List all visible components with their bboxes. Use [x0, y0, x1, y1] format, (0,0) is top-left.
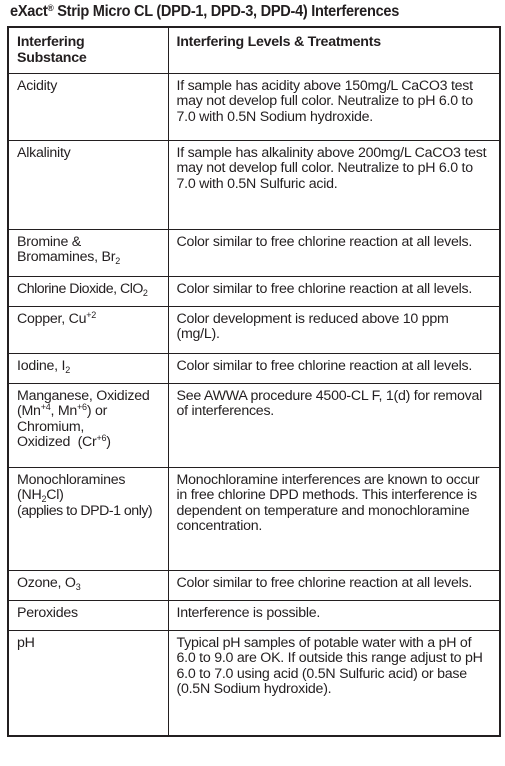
substance-cell	[8, 467, 168, 570]
table-row	[8, 600, 500, 630]
treatment-cell: Color similar to free chlorine reaction at all levels.	[168, 276, 500, 306]
treatment-cell: If sample has acidity above 150mg/L CaCO3 test may not develop full color. Neutralize to pH 6.0 to 7.0 with 0.5N Sodium hydroxide.	[168, 73, 500, 140]
table-row	[8, 353, 500, 383]
subscript: 2	[142, 287, 148, 298]
substance-cell	[8, 353, 168, 383]
subscript: 2	[115, 256, 120, 266]
table-header-row	[8, 27, 500, 73]
header-interfering-substance	[8, 27, 168, 73]
substance-line: Chromium,	[17, 418, 85, 435]
subscript: 3	[75, 581, 81, 592]
treatment-cell: Color similar to free chlorine reaction at all levels.	[168, 353, 500, 383]
page-title-rest: Strip Micro CL (DPD-1, DPD-3, DPD-4) Interferences	[53, 3, 400, 20]
table-row	[8, 73, 500, 140]
substance-text: Oxidized (Cr	[17, 434, 97, 450]
superscript: +4	[40, 402, 51, 412]
substance-line	[17, 404, 162, 420]
substance-text: Bromamines, Br	[17, 249, 116, 265]
treatment-cell: See AWWA procedure 4500-CL F, 1(d) for removal of interferences.	[168, 383, 500, 467]
substance-cell: Alkalinity	[8, 140, 168, 229]
subscript: 2	[41, 494, 47, 504]
table-row	[8, 306, 500, 353]
page-title-main: eXact	[10, 3, 48, 20]
treatment-cell: Color similar to free chlorine reaction at all levels.	[168, 229, 500, 276]
substance-cell: pH	[8, 630, 168, 736]
substance-text: (NH	[17, 487, 42, 503]
substance-cell	[8, 383, 168, 467]
table-row	[8, 570, 500, 600]
substance-cell	[8, 229, 168, 276]
treatment-cell: Typical pH samples of potable water with a pH of 6.0 to 9.0 are OK. If outside this range adjust to pH 6.0 to 7.0 using acid (0.5N Sulfuric acid) or base (0.5N Sodium hydroxide).	[168, 630, 500, 736]
table-row	[8, 630, 500, 736]
substance-line	[17, 488, 162, 504]
header-substance-line2: Substance	[17, 49, 87, 66]
header-interfering-levels: Interfering Levels & Treatments	[168, 27, 500, 73]
table-row	[8, 467, 500, 570]
substance-text: Cl)	[46, 487, 64, 503]
substance-text: (Mn	[17, 403, 41, 419]
treatment-cell: Color development is reduced above 10 ppm (mg/L).	[168, 306, 500, 353]
substance-text: )	[106, 434, 111, 450]
superscript: +6	[77, 402, 87, 412]
header-substance-line1: Interfering	[17, 34, 85, 50]
treatment-cell: Monochloramine interferences are known to occur in free chlorine DPD methods. This interference is dependent on temperature and monochloramine concentration.	[168, 467, 500, 570]
substance-line	[17, 250, 162, 266]
treatment-cell: If sample has alkalinity above 200mg/L CaCO3 test may not develop full color. Neutralize to pH 6.0 to 7.0 with 0.5N Sulfuric acid.	[168, 140, 500, 229]
substance-line: Bromine &	[17, 233, 81, 250]
table-row	[8, 140, 500, 229]
substance-cell	[8, 306, 168, 353]
table-row	[8, 383, 500, 467]
superscript: +2	[86, 309, 97, 320]
substance-line: (applies to DPD-1 only)	[17, 502, 153, 519]
substance-line: Manganese, Oxidized	[17, 387, 150, 404]
substance-text: Copper, Cu	[17, 310, 87, 327]
substance-line	[17, 435, 162, 451]
treatment-cell: Color similar to free chlorine reaction at all levels.	[168, 570, 500, 600]
page-title	[10, 3, 399, 21]
substance-text: Chlorine Dioxide, ClO	[17, 280, 143, 297]
substance-cell: Peroxides	[8, 600, 168, 630]
substance-text: Iodine, I	[17, 357, 66, 374]
superscript: +6	[96, 433, 107, 443]
substance-line: Monochloramines	[17, 471, 126, 488]
table-row	[8, 229, 500, 276]
substance-cell	[8, 276, 168, 306]
substance-cell: Acidity	[8, 73, 168, 140]
interferences-table	[7, 26, 501, 737]
table-row	[8, 276, 500, 306]
substance-cell	[8, 570, 168, 600]
registered-mark: ®	[47, 3, 54, 13]
treatment-cell: Interference is possible.	[168, 600, 500, 630]
substance-text: , Mn	[50, 403, 78, 419]
subscript: 2	[65, 364, 70, 375]
substance-text: Ozone, O	[17, 574, 76, 591]
substance-text: ) or	[86, 403, 108, 419]
